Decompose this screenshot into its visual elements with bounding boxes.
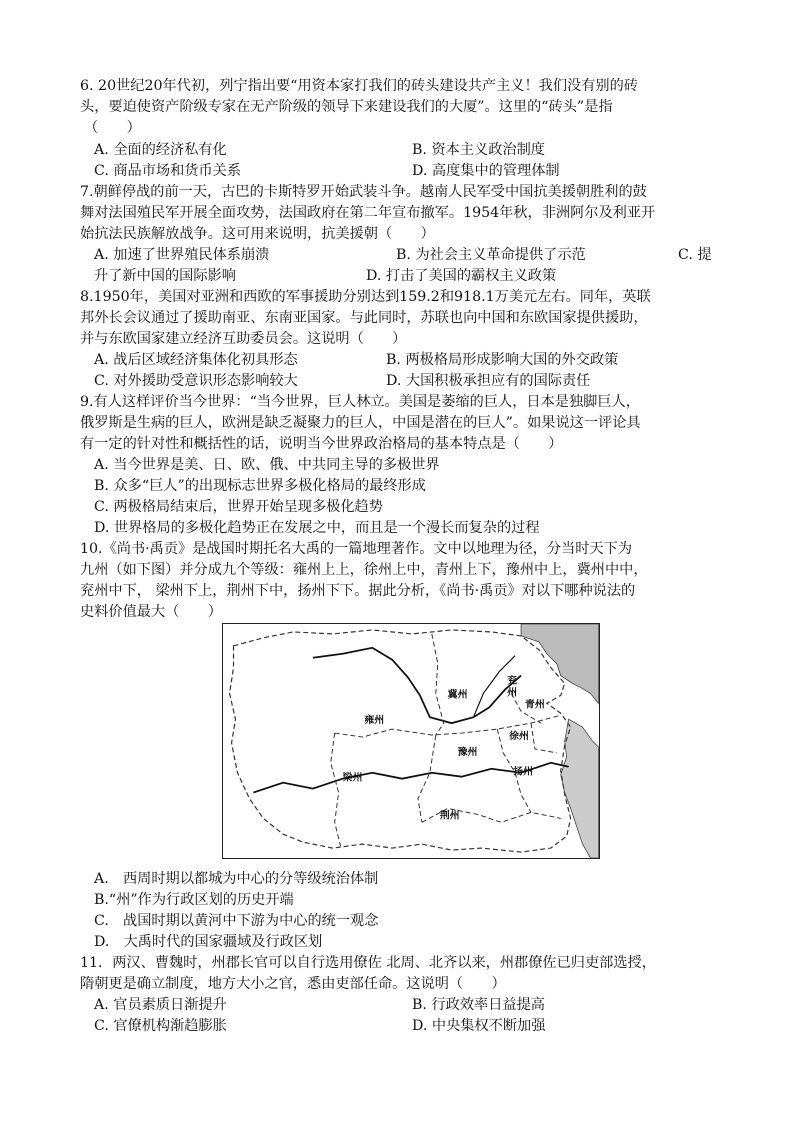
q9-line-1: 9.有人这样评价当今世界：“当今世界，巨人林立。美国是萎缩的巨人，日本是独脚巨人， (80, 394, 640, 410)
q9-option-a: A. 当今世界是美、日、欧、俄、中共同主导的多极世界 (94, 457, 440, 473)
q6-option-d: D. 高度集中的管理体制 (412, 163, 560, 179)
label-qing: 青州 (525, 699, 545, 711)
q10-option-b: B.“州”作为行政区划的历史开端 (94, 892, 294, 908)
boundary-7 (531, 723, 557, 753)
q8-option-b: B. 两极格局形成影响大国的外交政策 (386, 352, 619, 368)
label-jing: 荆州 (439, 810, 460, 822)
q8-line-1: 8.1950年，美国对亚洲和西欧的军事援助分别达到159.2和918.1万美元左右。同年，英联 (80, 289, 651, 305)
label-yan-2: 州 (507, 687, 518, 699)
q11-option-a: A. 官员素质日渐提升 (94, 997, 227, 1013)
label-liang: 梁州 (342, 772, 363, 784)
q7-line-3: 始抗法民族解放战争。这可用来说明，抗美援朝（ ） (80, 226, 435, 242)
q7-option-c: C. 提 (678, 247, 712, 263)
q6-option-a: A. 全面的经济私有化 (94, 142, 227, 158)
q11-line-1: 11．两汉、曹魏时，州郡长官可以自行选用僚佐 北周、北齐以来，州郡僚佐已归吏部选授， (80, 955, 656, 971)
q7-option-a: A. 加速了世界殖民体系崩溃 (94, 247, 270, 263)
q6-line-2: 头，要迫使资产阶级专家在无产阶级的领导下来建设我们的大厦”。这里的“砖头”是指 (80, 99, 613, 115)
q10-option-d: D. 大禹时代的国家疆域及行政区划 (94, 934, 323, 950)
label-xu: 徐州 (509, 731, 529, 743)
boundary-3 (331, 733, 341, 846)
q6-line-1: 6. 20世纪20年代初，列宁指出要“用资本家打我们的砖头建设共产主义！我们没有别的砖 (80, 78, 638, 94)
label-yan-1: 兖 (507, 675, 518, 687)
label-yu: 豫州 (457, 746, 478, 758)
q9-option-c: C. 两极格局结束后，世界开始呈现多极化趋势 (94, 499, 383, 515)
q6-option-b: B. 资本主义政治制度 (412, 142, 545, 158)
q9-line-3: 有一定的针对性和概括性的话，说明当今世界政治格局的基本特点是（ ） (80, 436, 563, 452)
q6-option-c: C. 商品市场和货币关系 (94, 163, 242, 179)
q9-option-d: D. 世界格局的多极化趋势正在发展之中，而且是一个漫长而复杂的过程 (94, 520, 540, 536)
q10-option-a: A. 西周时期以都城为中心的分等级统治体制 (94, 871, 379, 887)
q7-line-2: 舞对法国殖民军开展全面攻势，法国政府在第二年宣布撤军。1954年秋，非洲阿尔及利亚开 (80, 205, 656, 221)
map-graphic (223, 624, 599, 858)
label-yang: 扬州 (513, 766, 533, 778)
q11-option-b: B. 行政效率日益提高 (412, 997, 545, 1013)
q8-option-a: A. 战后区域经济集体化初具形态 (94, 352, 298, 368)
q8-line-3: 并与东欧国家建立经济互助委员会。这说明（ ） (80, 331, 407, 347)
q7-option-b: B. 为社会主义革命提供了示范 (396, 247, 586, 263)
boundary-5 (418, 735, 436, 822)
q11-option-d: D. 中央集权不断加强 (412, 1018, 546, 1034)
q7-option-d: D. 打击了美国的霸权主义政策 (366, 268, 557, 284)
q9-line-2: 俄罗斯是生病的巨人，欧洲是缺乏凝聚力的巨人，中国是潜在的巨人”。如果说这一评论具 (80, 415, 641, 431)
q10-line-2: 九州（如下图）并分成九个等级：雍州上上，徐州上中，青州上下，豫州中上，冀州中中， (80, 562, 648, 578)
q8-option-d: D. 大国积极承担应有的国际责任 (386, 373, 591, 389)
q11-line-2: 隋朝更是确立制度，地方大小之官，悉由吏部任命。这说明（ ） (80, 976, 506, 992)
q9-option-b: B. 众多“巨人”的出现标志世界多极化格局的最终形成 (94, 478, 426, 494)
q6-line-3: （ ） (84, 120, 141, 136)
q10-line-4: 史料价值最大（ ） (80, 604, 222, 620)
q10-line-3: 兖州中下， 梁州下上，荆州下中，扬州下下。据此分析，《尚书·禹贡》对以下哪种说法的 (80, 583, 636, 599)
q10-line-1: 10.《尚书·禹贡》是战国时期托名大禹的一篇地理著作。文中以地理为径，分当时天下为 (80, 541, 633, 557)
q8-line-2: 邦外长会议通过了援助南亚、东南亚国家。与此同时，苏联也向中国和东欧国家提供援助， (80, 310, 648, 326)
q7-option-c-cont: 升了新中国的国际影响 (94, 268, 236, 284)
q8-option-c: C. 对外援助受意识形态影响较大 (94, 373, 298, 389)
sea-north (521, 624, 598, 703)
label-ji: 冀州 (447, 689, 468, 701)
label-yong: 雍州 (364, 715, 385, 727)
q11-option-c: C. 官僚机构渐趋膨胀 (94, 1018, 227, 1034)
q10-option-c: C. 战国时期以黄河中下游为中心的统一观念 (94, 913, 379, 929)
q7-line-1: 7.朝鲜停战的前一天，古巴的卡斯特罗开始武装斗争。越南人民军受中国抗美援朝胜利的鼓 (80, 184, 647, 200)
nine-provinces-map (222, 623, 600, 859)
